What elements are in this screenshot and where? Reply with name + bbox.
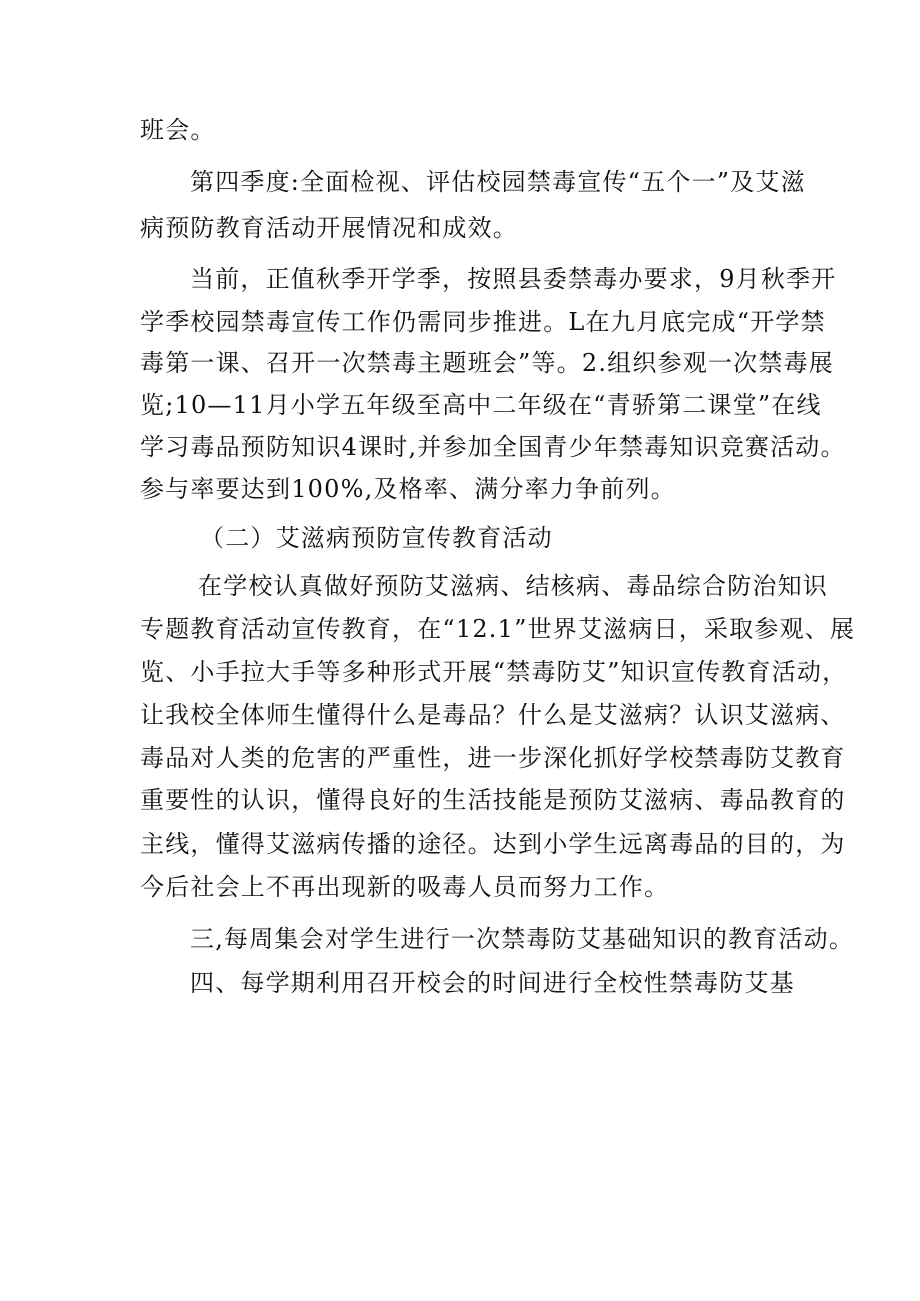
text-line: 专题教育活动宣传教育，在“12.1”世界艾滋病日，采取参观、展 xyxy=(140,615,856,643)
text-line: 当前，正值秋季开学季，按照县委禁毒办要求，9月秋季开 xyxy=(190,265,837,293)
text-line: 重要性的认识，懂得良好的生活技能是预防艾滋病、毒品教育的 xyxy=(140,786,846,814)
text-line: 毒第一课、召开一次禁毒主题班会”等。2.组织参观一次禁毒展 xyxy=(140,349,834,377)
section-heading: （二）艾滋病预防宣传教育活动 xyxy=(200,524,553,552)
text-line: 班会。 xyxy=(140,116,216,144)
text-line: 三,每周集会对学生进行一次禁毒防艾基础知识的教育活动。 xyxy=(190,925,855,953)
text-line: 主线，懂得艾滋病传播的途径。达到小学生远离毒品的目的，为 xyxy=(140,830,846,858)
text-line: 参与率要达到100%,及格率、满分率力争前列。 xyxy=(140,475,676,503)
text-line: 学习毒品预防知识4课时,并参加全国青少年禁毒知识竞赛活动。 xyxy=(140,433,846,461)
text-line: 学季校园禁毒宣传工作仍需同步推进。L在九月底完成“开学禁 xyxy=(140,308,826,336)
text-line: 毒品对人类的危害的严重性，进一步深化抓好学校禁毒防艾教育 xyxy=(140,744,846,772)
text-line: 览、小手拉大手等多种形式开展“禁毒防艾”知识宣传教育活动， xyxy=(140,658,848,686)
text-line: 病预防教育活动开展情况和成效。 xyxy=(140,214,518,242)
text-line: 览;10—11月小学五年级至高中二年级在“青骄第二课堂”在线 xyxy=(140,391,822,419)
text-line: 在学校认真做好预防艾滋病、结核病、毒品综合防治知识 xyxy=(198,572,828,600)
text-line: 今后社会上不再出现新的吸毒人员而努力工作。 xyxy=(140,873,670,901)
text-line: 第四季度:全面检视、评估校园禁毒宣传“五个一”及艾滋 xyxy=(190,168,806,196)
text-line: 四、每学期利用召开校会的时间进行全校性禁毒防艾基 xyxy=(190,969,795,997)
text-line: 让我校全体师生懂得什么是毒品？什么是艾滋病？认识艾滋病、 xyxy=(140,701,846,729)
